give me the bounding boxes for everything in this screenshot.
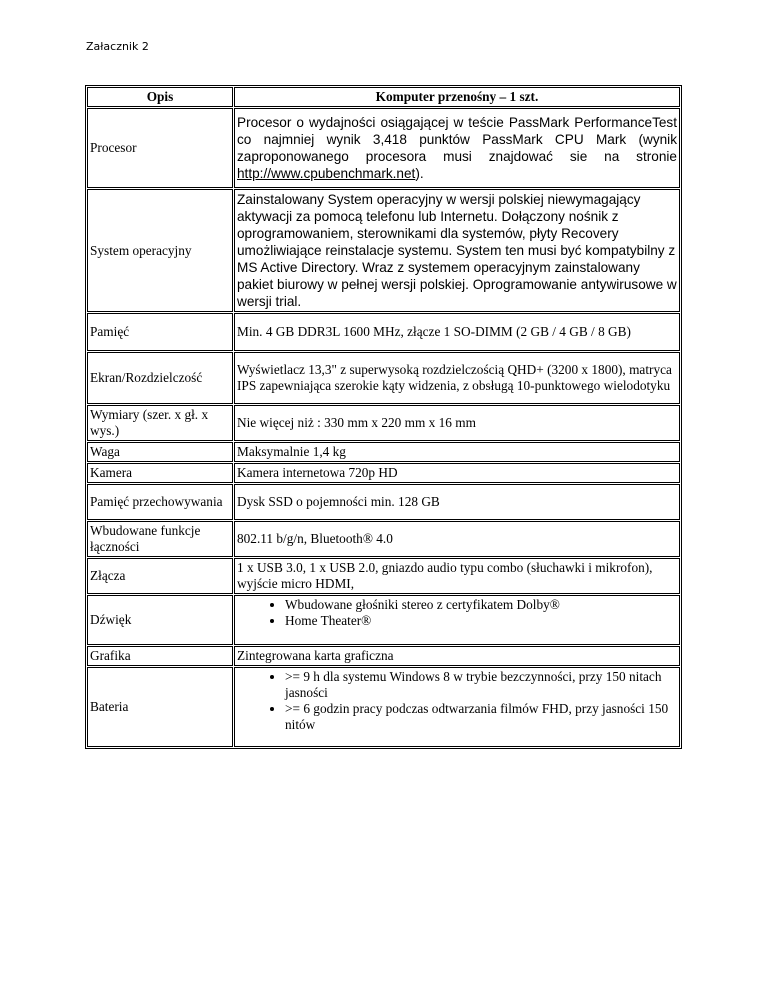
row-storage bbox=[87, 484, 680, 520]
row-graphics bbox=[87, 646, 680, 666]
list-item: • Wbudowane głośniki stereo z certyfikatem Dolby® bbox=[285, 597, 677, 613]
value-display: Wyświetlacz 13,3" z superwysoką rozdzielczością QHD+ (3200 x 1800), matryca IPS zapewniająca szerokie kąty widzenia, z obsługą 10-punktowego wielodotyku bbox=[234, 352, 680, 404]
value-ports: 1 x USB 3.0, 1 x USB 2.0, gniazdo audio typu combo (słuchawki i mikrofon), wyjście micro HDMI, bbox=[234, 558, 680, 594]
value-weight: Maksymalnie 1,4 kg bbox=[234, 442, 680, 462]
value-connectivity: 802.11 b/g/n, Bluetooth® 4.0 bbox=[234, 521, 680, 557]
value-camera: Kamera internetowa 720p HD bbox=[234, 463, 680, 483]
label-connectivity: Wbudowane funkcje łączności bbox=[87, 521, 233, 557]
row-battery bbox=[87, 667, 680, 747]
label-battery: Bateria bbox=[87, 667, 233, 747]
spec-table bbox=[85, 85, 682, 749]
value-os: Zainstalowany System operacyjny w wersji polskiej niewymagający aktywacji za pomocą telefonu lub Internetu. Dołączony nośnik z oprogramowaniem, sterownikami dla systemów, płyty Recovery umożliwiające reinstalacje systemu. System ten musi być kompatybilny z MS Active Directory. Wraz z systemem operacyjnym zainstalowany pakiet biurowy w pełnej wersji polskiej. Oprogramowanie antywirusowe w wersji trial. bbox=[234, 189, 680, 312]
row-camera bbox=[87, 463, 680, 483]
label-sound: Dźwięk bbox=[87, 595, 233, 645]
row-display bbox=[87, 352, 680, 404]
row-memory bbox=[87, 313, 680, 351]
list-item: • Home Theater® bbox=[285, 613, 677, 629]
label-os: System operacyjny bbox=[87, 189, 233, 312]
list-item: • >= 6 godzin pracy podczas odtwarzania filmów FHD, przy jasności 150 nitów bbox=[285, 701, 677, 733]
cpubenchmark-link[interactable]: http://www.cpubenchmark.net bbox=[237, 166, 416, 181]
table-header-row bbox=[87, 87, 680, 107]
label-display: Ekran/Rozdzielczość bbox=[87, 352, 233, 404]
label-weight: Waga bbox=[87, 442, 233, 462]
battery-list bbox=[237, 669, 677, 733]
value-battery bbox=[234, 667, 680, 747]
row-sound bbox=[87, 595, 680, 645]
value-memory: Min. 4 GB DDR3L 1600 MHz, złącze 1 SO-DIMM (2 GB / 4 GB / 8 GB) bbox=[234, 313, 680, 351]
label-memory: Pamięć bbox=[87, 313, 233, 351]
processor-text: Procesor o wydajności osiągającej w teście PassMark PerformanceTest co najmniej wynik 3,418 punktów PassMark CPU Mark (wynik zaproponowanego procesora musi znajdować sie na stronie bbox=[237, 115, 677, 164]
row-ports bbox=[87, 558, 680, 594]
label-storage: Pamięć przechowywania bbox=[87, 484, 233, 520]
header-product: Komputer przenośny – 1 szt. bbox=[234, 87, 680, 107]
row-connectivity bbox=[87, 521, 680, 557]
value-storage: Dysk SSD o pojemności min. 128 GB bbox=[234, 484, 680, 520]
row-os bbox=[87, 189, 680, 312]
label-processor: Procesor bbox=[87, 108, 233, 188]
page-header-label: Załacznik 2 bbox=[86, 40, 149, 53]
processor-text-end: ). bbox=[415, 166, 424, 181]
row-processor bbox=[87, 108, 680, 188]
label-graphics: Grafika bbox=[87, 646, 233, 666]
label-camera: Kamera bbox=[87, 463, 233, 483]
header-description: Opis bbox=[87, 87, 233, 107]
sound-list bbox=[237, 597, 677, 629]
value-dimensions: Nie więcej niż : 330 mm x 220 mm x 16 mm bbox=[234, 405, 680, 441]
row-dimensions bbox=[87, 405, 680, 441]
label-dimensions: Wymiary (szer. x gł. x wys.) bbox=[87, 405, 233, 441]
value-processor bbox=[234, 108, 680, 188]
list-item: • >= 9 h dla systemu Windows 8 w trybie bezczynności, przy 150 nitach jasności bbox=[285, 669, 677, 701]
row-weight bbox=[87, 442, 680, 462]
value-graphics: Zintegrowana karta graficzna bbox=[234, 646, 680, 666]
value-sound bbox=[234, 595, 680, 645]
label-ports: Złącza bbox=[87, 558, 233, 594]
